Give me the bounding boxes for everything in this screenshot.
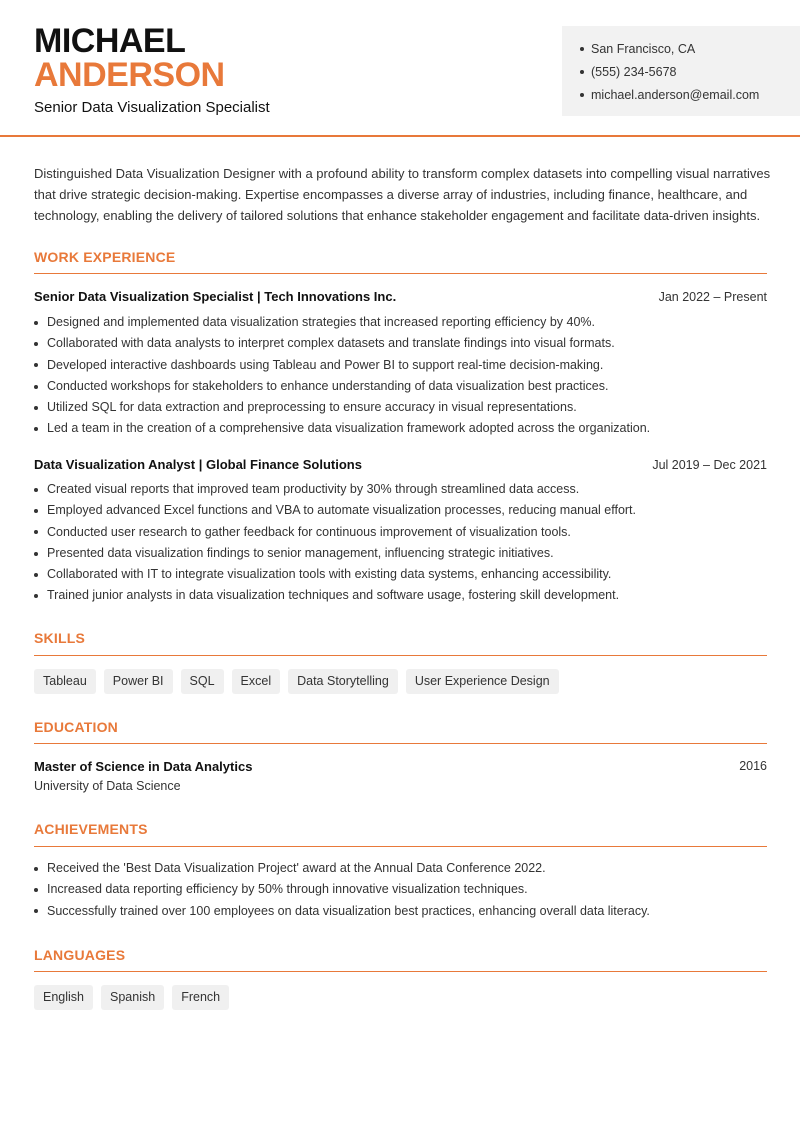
section-title-achievements: ACHIEVEMENTS: [34, 821, 148, 837]
list-item: [34, 522, 774, 543]
list-item: [34, 333, 774, 354]
job-header: [34, 289, 767, 304]
skill-tag: User Experience Design: [406, 669, 559, 694]
bullet-icon: [34, 867, 38, 871]
skill-tag: Power BI: [104, 669, 173, 694]
section-title-languages: LANGUAGES: [34, 947, 126, 963]
skill-tag: Data Storytelling: [288, 669, 398, 694]
bullet-icon: [34, 427, 38, 431]
list-item: [34, 500, 774, 521]
bullet-icon: [34, 321, 38, 325]
list-item: [34, 879, 774, 900]
last-name: ANDERSON: [34, 56, 225, 94]
list-item: [34, 376, 774, 397]
section-divider: [34, 655, 767, 656]
job-dates: Jan 2022 – Present: [658, 290, 767, 304]
contact-location: [580, 37, 800, 60]
bullet-icon: [34, 909, 38, 913]
bullet-text: Trained junior analysts in data visualization techniques and software usage, fostering skill development.: [47, 588, 620, 603]
bullet-text: Increased data reporting efficiency by 50% through innovative visualization techniques.: [47, 882, 528, 897]
list-item: [34, 355, 774, 376]
skill-tag: Excel: [232, 669, 281, 694]
section-divider: [34, 846, 767, 847]
language-tag: Spanish: [101, 985, 164, 1010]
bullet-icon: [34, 594, 38, 598]
first-name: MICHAEL: [34, 22, 186, 60]
list-item: [34, 901, 774, 922]
contact-email: [580, 83, 800, 106]
list-item: [34, 858, 774, 879]
section-divider: [34, 743, 767, 744]
bullet-text: Developed interactive dashboards using Tableau and Power BI to support real-time decision-making.: [47, 357, 604, 372]
education-school: University of Data Science: [34, 779, 181, 793]
bullet-icon: [34, 509, 38, 513]
job-dates: Jul 2019 – Dec 2021: [652, 458, 767, 472]
bullet-icon: [34, 406, 38, 410]
bullet-text: Led a team in the creation of a comprehensive data visualization framework adopted across the organization.: [47, 421, 651, 436]
bullet-text: Employed advanced Excel functions and VBA to automate visualization processes, reducing manual effort.: [47, 503, 637, 518]
list-item: [34, 312, 774, 333]
bullet-text: Conducted workshops for stakeholders to enhance understanding of data visualization best practices.: [47, 378, 609, 393]
section-title-skills: SKILLS: [34, 630, 85, 646]
job-title: Senior Data Visualization Specialist: [34, 99, 270, 116]
contact-email-text: michael.anderson@email.com: [591, 87, 760, 102]
job-role: Data Visualization Analyst | Global Finance Solutions: [34, 457, 362, 472]
bullet-text: Created visual reports that improved team productivity by 30% through streamlined data access.: [47, 482, 580, 496]
bullet-icon: [34, 488, 38, 492]
list-item: [34, 564, 774, 585]
achievements-list: [34, 858, 774, 922]
list-item: [34, 479, 774, 500]
summary: Distinguished Data Visualization Designer with a profound ability to transform complex datasets into compelling visual narratives that drive strategic decision-making. Expertise encompasses a diverse array of industries, including finance, healthcare, and technology, enabling the delivery of tailored solutions that enhance stakeholder engagement and facilitate data-driven insights.: [34, 166, 771, 223]
bullet-text: Presented data visualization findings to senior management, influencing strategic initiatives.: [47, 545, 554, 560]
languages-list: [34, 985, 229, 1010]
bullet-text: Collaborated with IT to integrate visualization tools with existing data systems, enhancing accessibility.: [47, 567, 612, 582]
bullet-icon: [34, 363, 38, 367]
bullet-icon: [34, 342, 38, 346]
bullet-text: Received the 'Best Data Visualization Project' award at the Annual Data Conference 2022.: [47, 861, 546, 875]
skills-list: [34, 669, 559, 694]
skill-tag: SQL: [181, 669, 224, 694]
section-title-work: WORK EXPERIENCE: [34, 249, 176, 265]
section-title-education: EDUCATION: [34, 719, 118, 735]
job-bullets: [34, 479, 774, 607]
bullet-icon: [34, 530, 38, 534]
bullet-text: Utilized SQL for data extraction and preprocessing to ensure accuracy in visual representations.: [47, 400, 577, 415]
bullet-icon: [34, 385, 38, 389]
job-header: [34, 457, 767, 472]
section-divider: [34, 273, 767, 274]
bullet-icon: [580, 47, 584, 51]
contact-phone: [580, 60, 800, 83]
bullet-text: Collaborated with data analysts to interpret complex datasets and translate findings into visual formats.: [47, 336, 615, 351]
bullet-icon: [580, 93, 584, 97]
contact-location-text: San Francisco, CA: [591, 41, 696, 56]
education-header: [34, 759, 767, 774]
bullet-text: Conducted user research to gather feedback for continuous improvement of visualization tools.: [47, 524, 571, 539]
language-tag: French: [172, 985, 229, 1010]
job-role: Senior Data Visualization Specialist | Tech Innovations Inc.: [34, 289, 397, 304]
job-bullets: [34, 312, 774, 440]
section-divider: [34, 971, 767, 972]
list-item: [34, 397, 774, 418]
list-item: [34, 585, 774, 606]
bullet-text: Successfully trained over 100 employees on data visualization best practices, enhancing overall data literacy.: [47, 903, 650, 918]
list-item: [34, 543, 774, 564]
bullet-icon: [580, 70, 584, 74]
education-year: 2016: [739, 759, 767, 773]
resume-header: [0, 0, 800, 137]
bullet-text: Designed and implemented data visualization strategies that increased reporting efficiency by 40%.: [47, 315, 596, 329]
bullet-icon: [34, 552, 38, 556]
language-tag: English: [34, 985, 93, 1010]
contact-phone-text: (555) 234-5678: [591, 64, 677, 79]
bullet-icon: [34, 573, 38, 577]
bullet-icon: [34, 888, 38, 892]
list-item: [34, 418, 774, 439]
skill-tag: Tableau: [34, 669, 96, 694]
contact-box: [562, 26, 800, 116]
education-degree: Master of Science in Data Analytics: [34, 759, 253, 774]
